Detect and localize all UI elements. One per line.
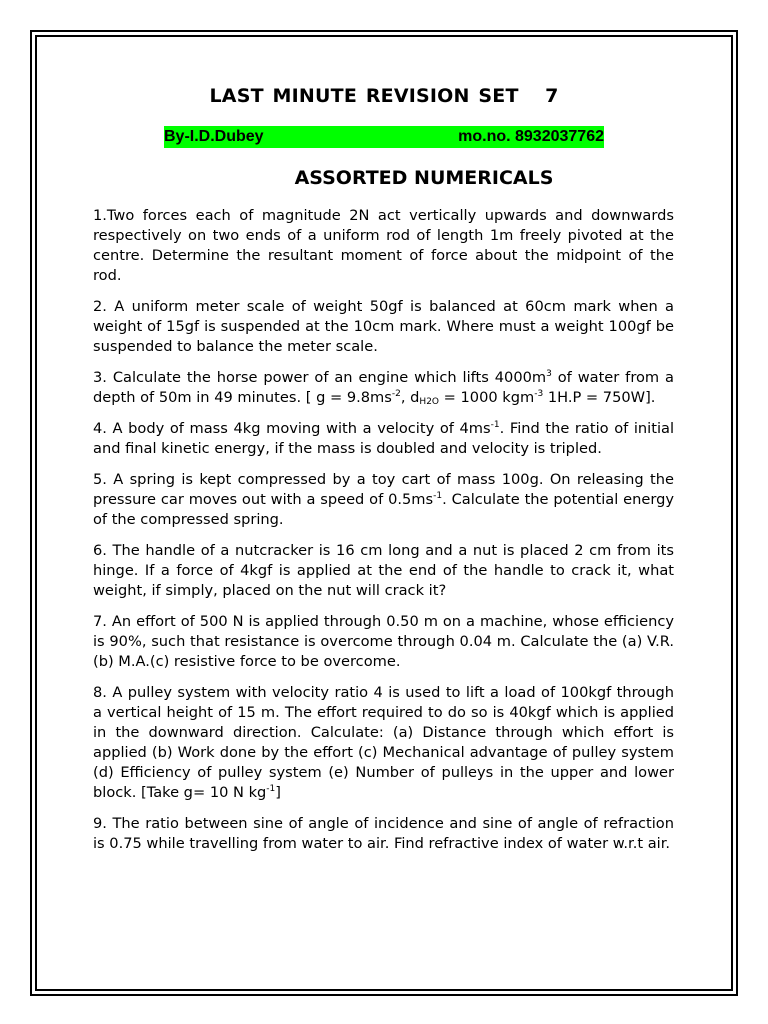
questions-list (93, 206, 674, 865)
question-8: 8. A pulley system with velocity ratio 4 is used to lift a load of 100kgf through a vertical height of 15 m. The effort required to do so is 40kgf which is applied in the downward direction. Calculate: (a) Distance through which effort is applied (b) Work done by the effort (c) Mechanical advantage of pulley system (d) Efficiency of pulley system (e) Number of pulleys in the upper and lower block. [Take g= 10 N $kg^{-1}$] (93, 684, 674, 801)
question-9: 9. The ratio between sine of angle of incidence and sine of angle of refraction is 0.75 while travelling from water to air. Find refractive index of water w.r.t air. (93, 815, 674, 852)
document-title: LAST MINUTE REVISION SET 7 (209, 85, 559, 107)
question-2: 2. A uniform meter scale of weight 50gf is balanced at 60cm mark when a weight of 15gf is suspended at the 10cm mark. Where must a weight 100gf be suspended to balance the meter scale. (93, 298, 674, 355)
question-5: 5. A spring is kept compressed by a toy cart of mass 100g. On releasing the pressure car moves out with a speed of $0.5ms^{-1}$. Calculate the potential energy of the compressed spring. (93, 471, 674, 528)
contact-number: mo.no. 8932037762 (458, 128, 604, 145)
author-name: By-I.D.Dubey (164, 128, 264, 145)
question-4: 4. A body of mass 4kg moving with a velocity of $4ms^{-1}$. Find the ratio of initial and final kinetic energy, if the mass is doubled and velocity is tripled. (93, 420, 675, 457)
section-subtitle: ASSORTED NUMERICALS (294, 167, 554, 189)
question-7: 7. An effort of 500 N is applied through 0.50 m on a machine, whose efficiency is 90%, such that resistance is overcome through 0.04 m. Calculate the (a) V.R. (b) M.A.(c) resistive force to be overcome. (93, 613, 674, 670)
question-3: 3. Calculate the horse power of an engine which lifts $4000m^3$ of water from a depth of 50m in 49 minutes. [ $g = 9.8ms^{-2}$, $d_{H2O} = 1000$ kgm$^{-3}$ 1H.P = 750W]. (93, 369, 674, 407)
author-bar (164, 126, 604, 148)
question-1: 1.Two forces each of magnitude 2N act vertically upwards and downwards respectively on two ends of a uniform rod of length 1m freely pivoted at the centre. Determine the resultant moment of force about the midpoint of the rod. (93, 207, 674, 284)
question-6: 6. The handle of a nutcracker is 16 cm long and a nut is placed 2 cm from its hinge. If a force of 4kgf is applied at the end of the handle to crack it, what weight, if simply, placed on the nut will crack it? (93, 542, 674, 599)
